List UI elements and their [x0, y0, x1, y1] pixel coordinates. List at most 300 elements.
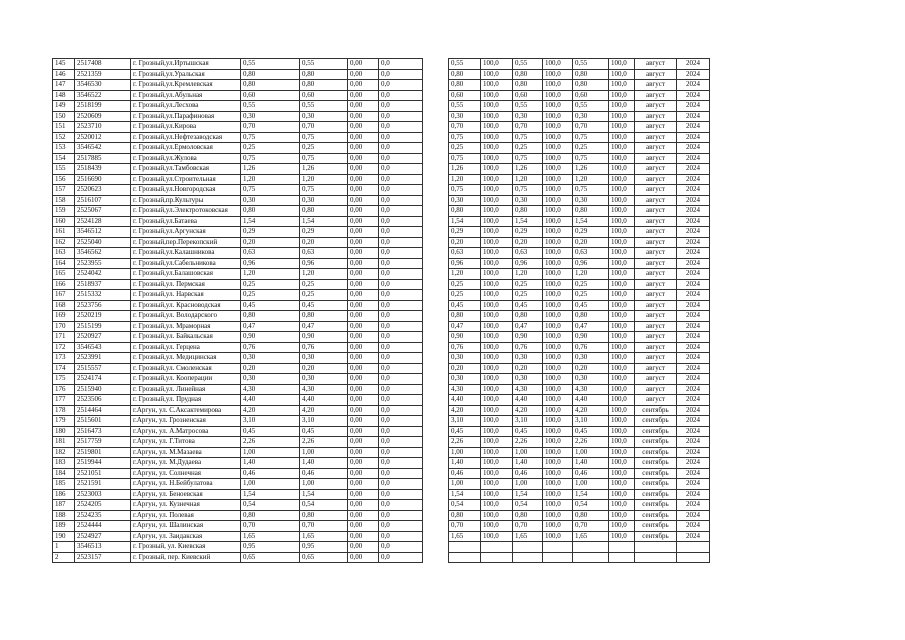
- account-code-cell: 3546543: [75, 342, 131, 353]
- value-7-cell: 0,75: [573, 185, 609, 196]
- value-6-cell: 1,54: [513, 216, 543, 227]
- percent-1-cell: 100,0: [481, 80, 513, 91]
- percent-3-cell: 100,0: [609, 374, 635, 385]
- year-cell: [677, 552, 710, 563]
- percent-3-cell: 100,0: [609, 195, 635, 206]
- value-3-cell: 0,00: [348, 542, 379, 553]
- value-4-cell: 0,0: [379, 426, 423, 437]
- account-code-cell: 2517408: [75, 59, 131, 70]
- spacer-cell: [423, 542, 449, 553]
- value-4-cell: 0,0: [379, 458, 423, 469]
- spacer-cell: [423, 80, 449, 91]
- value-4-cell: 0,0: [379, 500, 423, 511]
- percent-2-cell: 100,0: [543, 458, 573, 469]
- month-cell: август: [635, 290, 677, 301]
- account-code-cell: 2524128: [75, 216, 131, 227]
- value-7-cell: 1,20: [573, 269, 609, 280]
- spacer-cell: [423, 300, 449, 311]
- percent-2-cell: [543, 542, 573, 553]
- value-7-cell: 0,30: [573, 195, 609, 206]
- value-5-cell: 0,47: [449, 321, 481, 332]
- value-5-cell: 0,30: [449, 195, 481, 206]
- value-4-cell: 0,0: [379, 542, 423, 553]
- row-number-cell: 148: [53, 90, 75, 101]
- value-1-cell: 0,30: [241, 374, 300, 385]
- value-4-cell: 0,0: [379, 248, 423, 259]
- value-1-cell: 0,80: [241, 69, 300, 80]
- month-cell: август: [635, 80, 677, 91]
- month-cell: август: [635, 59, 677, 70]
- account-code-cell: 2515940: [75, 384, 131, 395]
- value-5-cell: 3,10: [449, 416, 481, 427]
- value-1-cell: 0,30: [241, 195, 300, 206]
- value-1-cell: 4,30: [241, 384, 300, 395]
- value-2-cell: 1,00: [300, 447, 348, 458]
- spacer-cell: [423, 458, 449, 469]
- year-cell: 2024: [677, 248, 710, 259]
- account-code-cell: 2519801: [75, 447, 131, 458]
- month-cell: август: [635, 342, 677, 353]
- street-address-cell: г. Грозный,ул. Байкальская: [131, 332, 241, 343]
- spacer-cell: [423, 531, 449, 542]
- value-3-cell: 0,00: [348, 69, 379, 80]
- year-cell: 2024: [677, 342, 710, 353]
- row-number-cell: 177: [53, 395, 75, 406]
- value-5-cell: 0,90: [449, 332, 481, 343]
- table-row: [53, 153, 710, 164]
- row-number-cell: 188: [53, 510, 75, 521]
- percent-1-cell: 100,0: [481, 447, 513, 458]
- value-4-cell: 0,0: [379, 489, 423, 500]
- row-number-cell: 145: [53, 59, 75, 70]
- percent-2-cell: 100,0: [543, 111, 573, 122]
- value-5-cell: 0,30: [449, 353, 481, 364]
- month-cell: сентябрь: [635, 531, 677, 542]
- value-5-cell: 0,29: [449, 227, 481, 238]
- value-4-cell: 0,0: [379, 122, 423, 133]
- percent-3-cell: 100,0: [609, 531, 635, 542]
- value-1-cell: 4,20: [241, 405, 300, 416]
- value-3-cell: 0,00: [348, 185, 379, 196]
- value-6-cell: 1,20: [513, 269, 543, 280]
- value-7-cell: 0,20: [573, 363, 609, 374]
- value-2-cell: 4,40: [300, 395, 348, 406]
- value-7-cell: 0,25: [573, 143, 609, 154]
- month-cell: сентябрь: [635, 426, 677, 437]
- data-table: [52, 58, 710, 563]
- value-1-cell: 0,96: [241, 258, 300, 269]
- spacer-cell: [423, 132, 449, 143]
- table-row: [53, 300, 710, 311]
- row-number-cell: 190: [53, 531, 75, 542]
- percent-1-cell: [481, 542, 513, 553]
- spacer-cell: [423, 185, 449, 196]
- account-code-cell: 2519944: [75, 458, 131, 469]
- value-2-cell: 0,70: [300, 122, 348, 133]
- percent-1-cell: 100,0: [481, 227, 513, 238]
- value-4-cell: 0,0: [379, 132, 423, 143]
- percent-3-cell: 100,0: [609, 279, 635, 290]
- row-number-cell: 157: [53, 185, 75, 196]
- value-5-cell: 0,80: [449, 311, 481, 322]
- table-row: [53, 216, 710, 227]
- month-cell: август: [635, 143, 677, 154]
- value-3-cell: 0,00: [348, 216, 379, 227]
- year-cell: 2024: [677, 69, 710, 80]
- account-code-cell: 2515557: [75, 363, 131, 374]
- value-6-cell: [513, 542, 543, 553]
- percent-3-cell: 100,0: [609, 426, 635, 437]
- value-4-cell: 0,0: [379, 69, 423, 80]
- value-4-cell: 0,0: [379, 216, 423, 227]
- value-1-cell: 1,26: [241, 164, 300, 175]
- account-code-cell: 2516473: [75, 426, 131, 437]
- street-address-cell: г. Грозный,ул. Смоленская: [131, 363, 241, 374]
- value-4-cell: 0,0: [379, 206, 423, 217]
- street-address-cell: г. Грозный,пр.Культуры: [131, 195, 241, 206]
- value-6-cell: 1,00: [513, 447, 543, 458]
- year-cell: 2024: [677, 531, 710, 542]
- percent-3-cell: 100,0: [609, 90, 635, 101]
- year-cell: 2024: [677, 174, 710, 185]
- table-row: [53, 479, 710, 490]
- value-5-cell: 0,30: [449, 111, 481, 122]
- percent-1-cell: 100,0: [481, 342, 513, 353]
- percent-2-cell: 100,0: [543, 426, 573, 437]
- year-cell: 2024: [677, 489, 710, 500]
- value-1-cell: 0,30: [241, 353, 300, 364]
- percent-2-cell: 100,0: [543, 279, 573, 290]
- table-row: [53, 342, 710, 353]
- table-row: [53, 269, 710, 280]
- year-cell: 2024: [677, 90, 710, 101]
- spacer-cell: [423, 90, 449, 101]
- account-code-cell: 2518937: [75, 279, 131, 290]
- value-3-cell: 0,00: [348, 237, 379, 248]
- value-1-cell: 0,90: [241, 332, 300, 343]
- value-6-cell: 0,80: [513, 80, 543, 91]
- month-cell: август: [635, 353, 677, 364]
- value-5-cell: 0,80: [449, 206, 481, 217]
- value-7-cell: 3,10: [573, 416, 609, 427]
- percent-1-cell: 100,0: [481, 195, 513, 206]
- value-4-cell: 0,0: [379, 395, 423, 406]
- account-code-cell: 2515332: [75, 290, 131, 301]
- value-7-cell: 0,30: [573, 111, 609, 122]
- row-number-cell: 187: [53, 500, 75, 511]
- percent-1-cell: 100,0: [481, 332, 513, 343]
- percent-1-cell: 100,0: [481, 458, 513, 469]
- table-row: [53, 248, 710, 259]
- value-3-cell: 0,00: [348, 395, 379, 406]
- account-code-cell: 2514464: [75, 405, 131, 416]
- value-1-cell: 0,75: [241, 153, 300, 164]
- value-6-cell: 0,30: [513, 195, 543, 206]
- value-6-cell: 0,47: [513, 321, 543, 332]
- spacer-cell: [423, 237, 449, 248]
- value-7-cell: 0,30: [573, 353, 609, 364]
- percent-3-cell: 100,0: [609, 290, 635, 301]
- table-row: [53, 290, 710, 301]
- percent-2-cell: 100,0: [543, 216, 573, 227]
- row-number-cell: 165: [53, 269, 75, 280]
- value-3-cell: 0,00: [348, 164, 379, 175]
- percent-3-cell: 100,0: [609, 416, 635, 427]
- spacer-cell: [423, 69, 449, 80]
- account-code-cell: 3546530: [75, 80, 131, 91]
- value-2-cell: 2,26: [300, 437, 348, 448]
- month-cell: август: [635, 248, 677, 259]
- value-5-cell: 0,55: [449, 101, 481, 112]
- street-address-cell: г.Аргун, ул. М.Дудаева: [131, 458, 241, 469]
- percent-1-cell: 100,0: [481, 279, 513, 290]
- value-7-cell: 0,55: [573, 101, 609, 112]
- value-2-cell: 0,20: [300, 237, 348, 248]
- spacer-cell: [423, 363, 449, 374]
- month-cell: август: [635, 269, 677, 280]
- value-2-cell: 0,25: [300, 279, 348, 290]
- year-cell: 2024: [677, 384, 710, 395]
- year-cell: 2024: [677, 321, 710, 332]
- value-2-cell: 1,54: [300, 489, 348, 500]
- value-5-cell: 0,80: [449, 80, 481, 91]
- year-cell: 2024: [677, 363, 710, 374]
- percent-2-cell: 100,0: [543, 395, 573, 406]
- street-address-cell: г.Аргун, ул. С.Аксактемирова: [131, 405, 241, 416]
- value-2-cell: 0,80: [300, 311, 348, 322]
- value-1-cell: 0,45: [241, 300, 300, 311]
- value-6-cell: 0,80: [513, 69, 543, 80]
- value-7-cell: 0,76: [573, 342, 609, 353]
- percent-3-cell: 100,0: [609, 353, 635, 364]
- value-1-cell: 0,20: [241, 237, 300, 248]
- value-5-cell: 0,75: [449, 185, 481, 196]
- value-1-cell: 0,60: [241, 90, 300, 101]
- table-row: [53, 195, 710, 206]
- table-row: [53, 384, 710, 395]
- value-2-cell: 0,90: [300, 332, 348, 343]
- street-address-cell: г.Аргун, ул. Шалинская: [131, 521, 241, 532]
- percent-3-cell: 100,0: [609, 500, 635, 511]
- value-1-cell: 0,80: [241, 510, 300, 521]
- value-3-cell: 0,00: [348, 479, 379, 490]
- value-7-cell: 0,20: [573, 237, 609, 248]
- value-3-cell: 0,00: [348, 531, 379, 542]
- table-row: [53, 311, 710, 322]
- table-row: [53, 59, 710, 70]
- street-address-cell: г.Аргун, ул. Полевая: [131, 510, 241, 521]
- year-cell: 2024: [677, 153, 710, 164]
- spacer-cell: [423, 258, 449, 269]
- value-6-cell: 0,90: [513, 332, 543, 343]
- table-row: [53, 426, 710, 437]
- year-cell: 2024: [677, 468, 710, 479]
- value-3-cell: 0,00: [348, 269, 379, 280]
- value-2-cell: 1,20: [300, 269, 348, 280]
- year-cell: 2024: [677, 258, 710, 269]
- value-7-cell: 1,54: [573, 489, 609, 500]
- spacer-cell: [423, 500, 449, 511]
- table-row: [53, 185, 710, 196]
- value-3-cell: 0,00: [348, 59, 379, 70]
- table-row: [53, 111, 710, 122]
- percent-1-cell: 100,0: [481, 248, 513, 259]
- month-cell: август: [635, 216, 677, 227]
- percent-1-cell: 100,0: [481, 59, 513, 70]
- value-4-cell: 0,0: [379, 185, 423, 196]
- percent-1-cell: 100,0: [481, 405, 513, 416]
- account-code-cell: 2521051: [75, 468, 131, 479]
- percent-1-cell: 100,0: [481, 479, 513, 490]
- value-7-cell: 0,96: [573, 258, 609, 269]
- value-6-cell: 2,26: [513, 437, 543, 448]
- percent-2-cell: 100,0: [543, 311, 573, 322]
- value-2-cell: 0,60: [300, 90, 348, 101]
- table-row: [53, 101, 710, 112]
- spacer-cell: [423, 384, 449, 395]
- value-5-cell: 0,20: [449, 237, 481, 248]
- table-row: [53, 500, 710, 511]
- value-6-cell: 4,20: [513, 405, 543, 416]
- value-5-cell: 0,76: [449, 342, 481, 353]
- percent-2-cell: 100,0: [543, 521, 573, 532]
- value-3-cell: 0,00: [348, 468, 379, 479]
- month-cell: август: [635, 332, 677, 343]
- month-cell: август: [635, 195, 677, 206]
- account-code-cell: 2517759: [75, 437, 131, 448]
- value-2-cell: 0,20: [300, 363, 348, 374]
- value-4-cell: 0,0: [379, 521, 423, 532]
- percent-3-cell: 100,0: [609, 363, 635, 374]
- value-7-cell: 1,65: [573, 531, 609, 542]
- value-1-cell: 1,00: [241, 447, 300, 458]
- percent-3-cell: 100,0: [609, 342, 635, 353]
- percent-3-cell: 100,0: [609, 153, 635, 164]
- street-address-cell: г. Грозный,ул.Новгородская: [131, 185, 241, 196]
- table-row: [53, 164, 710, 175]
- value-7-cell: 0,54: [573, 500, 609, 511]
- spacer-cell: [423, 227, 449, 238]
- value-3-cell: 0,00: [348, 195, 379, 206]
- month-cell: август: [635, 300, 677, 311]
- value-7-cell: 0,46: [573, 468, 609, 479]
- account-code-cell: 2524235: [75, 510, 131, 521]
- percent-1-cell: 100,0: [481, 258, 513, 269]
- value-5-cell: 1,65: [449, 531, 481, 542]
- table-row: [53, 552, 710, 563]
- spacer-cell: [423, 290, 449, 301]
- account-code-cell: 2523756: [75, 300, 131, 311]
- value-5-cell: 1,54: [449, 489, 481, 500]
- value-3-cell: 0,00: [348, 153, 379, 164]
- value-6-cell: 0,55: [513, 101, 543, 112]
- value-7-cell: 0,45: [573, 300, 609, 311]
- table-row: [53, 143, 710, 154]
- value-3-cell: 0,00: [348, 500, 379, 511]
- percent-3-cell: 100,0: [609, 80, 635, 91]
- value-7-cell: 0,75: [573, 153, 609, 164]
- value-1-cell: 1,54: [241, 489, 300, 500]
- value-2-cell: 4,30: [300, 384, 348, 395]
- year-cell: 2024: [677, 405, 710, 416]
- percent-3-cell: 100,0: [609, 143, 635, 154]
- value-2-cell: 0,95: [300, 542, 348, 553]
- year-cell: 2024: [677, 185, 710, 196]
- spacer-cell: [423, 122, 449, 133]
- percent-2-cell: 100,0: [543, 153, 573, 164]
- value-1-cell: 0,54: [241, 500, 300, 511]
- account-code-cell: 3546562: [75, 248, 131, 259]
- value-4-cell: 0,0: [379, 143, 423, 154]
- percent-2-cell: 100,0: [543, 90, 573, 101]
- value-6-cell: 1,20: [513, 174, 543, 185]
- street-address-cell: г. Грозный,ул. Мраморная: [131, 321, 241, 332]
- row-number-cell: 180: [53, 426, 75, 437]
- value-4-cell: 0,0: [379, 363, 423, 374]
- value-7-cell: 1,20: [573, 174, 609, 185]
- percent-2-cell: 100,0: [543, 258, 573, 269]
- percent-2-cell: 100,0: [543, 237, 573, 248]
- value-7-cell: 0,25: [573, 279, 609, 290]
- year-cell: 2024: [677, 216, 710, 227]
- month-cell: август: [635, 174, 677, 185]
- spacer-cell: [423, 447, 449, 458]
- value-5-cell: 0,25: [449, 143, 481, 154]
- account-code-cell: 2525040: [75, 237, 131, 248]
- value-7-cell: 0,25: [573, 290, 609, 301]
- value-7-cell: 2,26: [573, 437, 609, 448]
- value-2-cell: 0,25: [300, 143, 348, 154]
- value-5-cell: 1,26: [449, 164, 481, 175]
- value-2-cell: 0,75: [300, 153, 348, 164]
- percent-1-cell: 100,0: [481, 395, 513, 406]
- row-number-cell: 189: [53, 521, 75, 532]
- value-4-cell: 0,0: [379, 101, 423, 112]
- year-cell: 2024: [677, 426, 710, 437]
- row-number-cell: 184: [53, 468, 75, 479]
- value-3-cell: 0,00: [348, 552, 379, 563]
- spacer-cell: [423, 206, 449, 217]
- percent-2-cell: 100,0: [543, 500, 573, 511]
- year-cell: 2024: [677, 521, 710, 532]
- row-number-cell: 2: [53, 552, 75, 563]
- value-1-cell: 0,55: [241, 59, 300, 70]
- value-6-cell: 0,20: [513, 363, 543, 374]
- row-number-cell: 183: [53, 458, 75, 469]
- value-6-cell: 0,70: [513, 521, 543, 532]
- street-address-cell: г. Грозный,ул. Пермская: [131, 279, 241, 290]
- account-code-cell: 2521591: [75, 479, 131, 490]
- row-number-cell: 172: [53, 342, 75, 353]
- month-cell: август: [635, 374, 677, 385]
- value-4-cell: 0,0: [379, 332, 423, 343]
- value-2-cell: 0,55: [300, 59, 348, 70]
- value-2-cell: 1,00: [300, 479, 348, 490]
- month-cell: сентябрь: [635, 437, 677, 448]
- spacer-cell: [423, 426, 449, 437]
- value-3-cell: 0,00: [348, 510, 379, 521]
- value-5-cell: 0,25: [449, 279, 481, 290]
- value-3-cell: 0,00: [348, 332, 379, 343]
- month-cell: август: [635, 122, 677, 133]
- table-row: [53, 132, 710, 143]
- value-6-cell: 0,80: [513, 311, 543, 322]
- percent-2-cell: 100,0: [543, 332, 573, 343]
- value-3-cell: 0,00: [348, 521, 379, 532]
- percent-1-cell: 100,0: [481, 164, 513, 175]
- month-cell: сентябрь: [635, 500, 677, 511]
- account-code-cell: 2524042: [75, 269, 131, 280]
